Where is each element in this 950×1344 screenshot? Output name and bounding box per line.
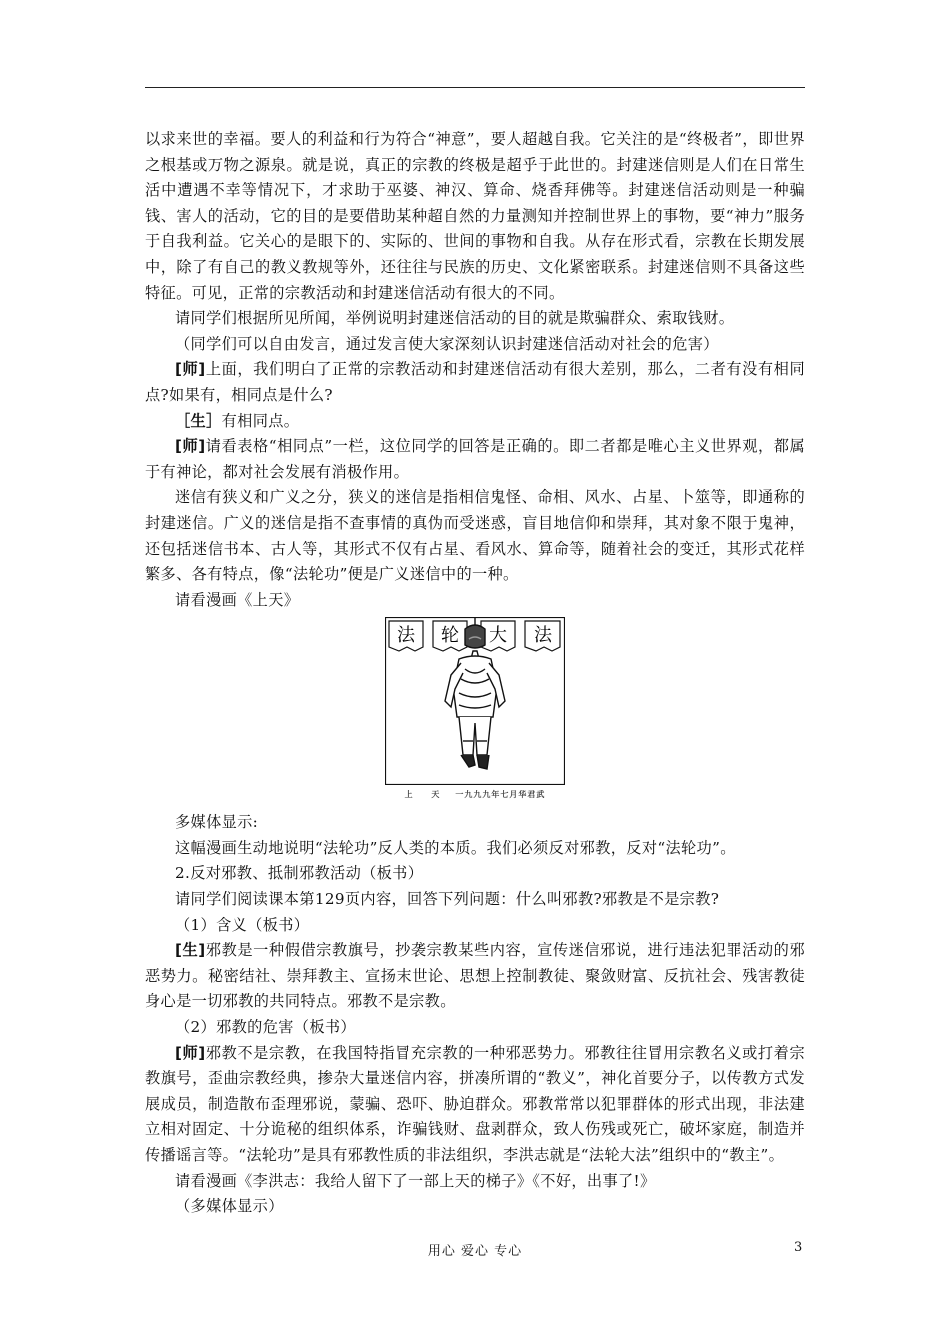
banner-char-4: 法 bbox=[534, 625, 552, 647]
teacher-marker: [师] bbox=[175, 1043, 206, 1062]
comic-caption-title: 上 天 bbox=[404, 790, 448, 800]
paragraph-7: 迷信有狭义和广义之分，狭义的迷信是指相信鬼怪、命相、风水、占星、卜筮等，即通称的封建迷信。广义的迷信是指不查事情的真伪而受迷惑，盲目地信仰和崇拜，其对象不限于鬼神，还包括迷信书本、古人等，其形式不仅有占星、看风水、算命等，随着社会的变迁，其形式花样繁多、各有特点，像“法轮功”便是广义迷信中的一种。 bbox=[145, 488, 805, 584]
paragraph-2: 请同学们根据所见所闻，举例说明封建迷信活动的目的就是欺骗群众、索取钱财。 bbox=[175, 309, 735, 328]
student-marker: [生] bbox=[175, 941, 206, 960]
footer-motto: 用心 爱心 专心 bbox=[427, 1244, 523, 1259]
paragraph-8: 请看漫画《上天》 bbox=[175, 590, 300, 609]
paragraph-3: （同学们可以自由发言，通过发言使大家深刻认识封建迷信活动对社会的危害） bbox=[175, 334, 719, 353]
paragraph-15: （2）邪教的危害（板书） bbox=[175, 1018, 356, 1037]
paragraph-11: 2.反对邪教、抵制邪教活动（板书） bbox=[175, 864, 424, 883]
student-marker: ［生］ bbox=[175, 411, 222, 430]
paragraph-16: [师]邪教不是宗教，在我国特指冒充宗教的一种邪恶势力。邪教往往冒用宗教名义或打着宗教旗号，歪曲宗教经典，掺杂大量迷信内容，拼凑所谓的“教义”，神化首要分子，以传教方式发展成员，制造散布歪理邪说，蒙骗、恐吓、胁迫群众。邪教常常以犯罪群体的形式出现，非法建立相对固定、十分诡秘的组织体系，诈骗钱财、盘剥群众，致人伤残或死亡，破坏家庭，制造并传播谣言等。“法轮功”是具有邪教性质的非法组织，李洪志就是“法轮大法”组织中的“教主”。 bbox=[145, 1043, 805, 1164]
paragraph-18: （多媒体显示） bbox=[175, 1197, 284, 1216]
paragraph-9: 多媒体显示: bbox=[175, 813, 259, 832]
paragraph-17: 请看漫画《李洪志：我给人留下了一部上天的梯子》《不好，出事了!》 bbox=[175, 1171, 656, 1190]
header-rule bbox=[145, 87, 805, 88]
banner-char-2: 轮 bbox=[441, 625, 459, 647]
teacher-marker: [师] bbox=[175, 360, 206, 379]
paragraph-14: [生]邪教是一种假借宗教旗号，抄袭宗教某些内容，宣传迷信邪说，进行违法犯罪活动的邪恶势力。秘密结社、崇拜教主、宣扬末世论、思想上控制教徒、聚敛财富、反抗社会、残害教徒身心是一切邪教的共同特点。邪教不是宗教。 bbox=[145, 941, 805, 1011]
paragraph-12: 请同学们阅读课本第129页内容，回答下列问题：什么叫邪教?邪教是不是宗教? bbox=[175, 890, 720, 909]
paragraph-6: [师]请看表格“相同点”一栏，这位同学的回答是正确的。即二者都是唯心主义世界观，都属于有神论，都对社会发展有消极作用。 bbox=[145, 437, 805, 481]
document-body bbox=[145, 127, 805, 1220]
comic-drawing bbox=[385, 617, 565, 785]
page-number: 3 bbox=[794, 1240, 803, 1255]
banner-char-1: 法 bbox=[397, 625, 415, 647]
paragraph-1: 以求来世的幸福。要人的利益和行为符合“神意”，要人超越自我。它关注的是“终极者”，即世界之根基或万物之源泉。就是说，真正的宗教的终极是超乎于此世的。封建迷信则是人们在日常生活中遭遇不幸等情况下，才求助于巫婆、神汉、算命、烧香拜佛等。封建迷信活动则是一种骗钱、害人的活动，它的目的是要借助某种超自然的力量测知并控制世界上的事物，要“神力”服务于自我利益。它关心的是眼下的、实际的、世间的事物和自我。从存在形式看，宗教在长期发展中，除了有自己的教义教规等外，还往往与民族的历史、文化紧密联系。封建迷信则不具备这些特征。可见，正常的宗教活动和封建迷信活动有很大的不同。 bbox=[145, 130, 805, 302]
paragraph-10: 这幅漫画生动地说明“法轮功”反人类的本质。我们必须反对邪教，反对“法轮功”。 bbox=[175, 838, 736, 857]
teacher-marker: [师] bbox=[175, 437, 206, 456]
paragraph-5: ［生］有相同点。 bbox=[175, 411, 300, 430]
paragraph-13: （1）含义（板书） bbox=[175, 915, 310, 934]
comic-shangtian bbox=[145, 617, 805, 800]
paragraph-4: [师]上面，我们明白了正常的宗教活动和封建迷信活动有很大差别，那么，二者有没有相同点?如果有，相同点是什么? bbox=[145, 360, 805, 404]
banner-char-3: 大 bbox=[489, 625, 507, 647]
comic-caption-credit: 一九九九年七月华君武 bbox=[455, 790, 546, 800]
comic-caption bbox=[405, 789, 546, 800]
